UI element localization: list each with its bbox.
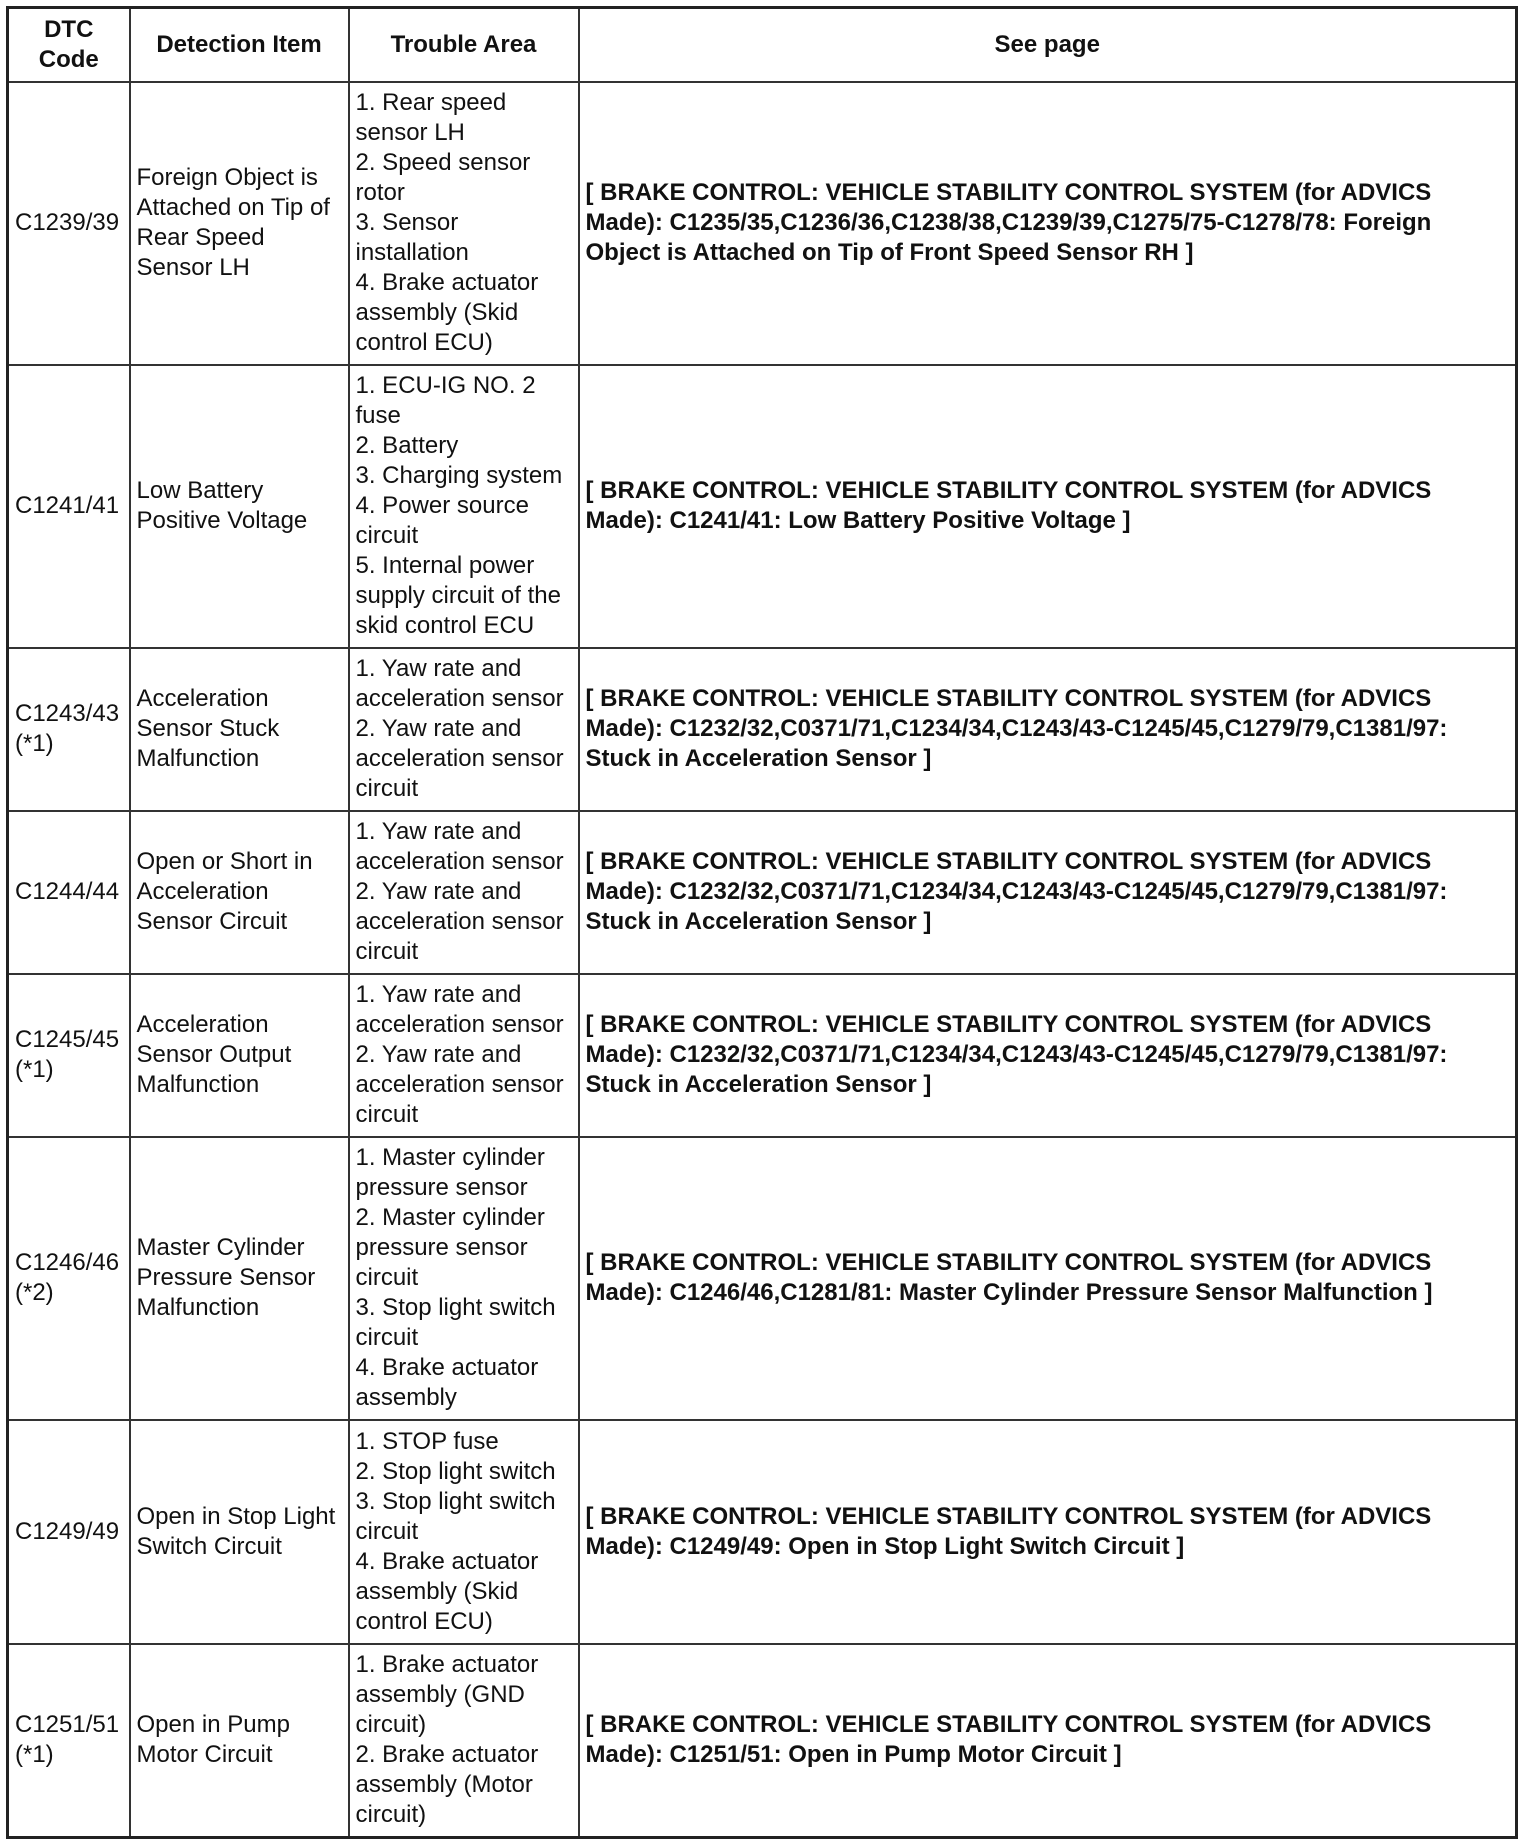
dtc-code-cell <box>8 1137 130 1420</box>
detection-item-cell: Master Cylinder Pressure Sensor Malfunction <box>130 1137 349 1420</box>
trouble-area-item: 4. Brake actuator assembly (Skid control ECU) <box>355 1547 539 1635</box>
trouble-area-item: 1. ECU-IG NO. 2 fuse <box>355 372 536 429</box>
trouble-area-item: 2. Yaw rate and acceleration sensor circuit <box>355 715 564 802</box>
table-row <box>8 811 1517 974</box>
dtc-code: C1239/39 <box>15 209 120 236</box>
dtc-code: C1245/45 <box>15 1026 120 1053</box>
trouble-area-item: 1. Brake actuator assembly (GND circuit) <box>355 1651 539 1739</box>
trouble-area-cell <box>349 82 579 365</box>
trouble-area-cell <box>349 1137 579 1420</box>
table-row <box>8 1644 1517 1838</box>
dtc-code: C1243/43 <box>15 700 120 727</box>
dtc-code-note: (*1) <box>15 730 54 757</box>
table-row <box>8 82 1517 365</box>
dtc-code-cell <box>8 82 130 365</box>
dtc-code-cell <box>8 811 130 974</box>
trouble-area-cell <box>349 974 579 1137</box>
dtc-code: C1241/41 <box>15 492 120 519</box>
trouble-area-item: 1. Master cylinder pressure sensor <box>355 1144 545 1201</box>
trouble-area-item: 4. Power source circuit <box>355 492 529 549</box>
trouble-area-item: 1. Rear speed sensor LH <box>355 89 507 146</box>
trouble-area-item: 3. Charging system <box>355 462 563 489</box>
trouble-area-item: 3. Stop light switch circuit <box>355 1294 556 1351</box>
dtc-code: C1246/46 <box>15 1249 120 1276</box>
table-row <box>8 1420 1517 1644</box>
trouble-area-item: 3. Sensor installation <box>355 209 469 266</box>
trouble-area-item: 2. Speed sensor rotor <box>355 149 531 206</box>
trouble-area-item: 2. Yaw rate and acceleration sensor circuit <box>355 1041 564 1128</box>
see-page-link[interactable]: [ BRAKE CONTROL: VEHICLE STABILITY CONTROL SYSTEM (for ADVICS Made): C1232/32,C0371/71,C1234/34,C1243/43-C1245/45,C1279/79,C1381/97: Stuck in Acceleration Sensor ] <box>579 974 1517 1137</box>
trouble-area-cell <box>349 365 579 648</box>
header-see-page: See page <box>579 8 1517 82</box>
dtc-code-note: (*2) <box>15 1279 54 1306</box>
detection-item-cell: Low Battery Positive Voltage <box>130 365 349 648</box>
header-dtc-code-line2: Code <box>38 45 99 73</box>
dtc-table <box>6 6 1518 1839</box>
header-row <box>8 8 1517 82</box>
dtc-code-cell <box>8 365 130 648</box>
dtc-code-cell <box>8 1644 130 1838</box>
trouble-area-item: 3. Stop light switch circuit <box>355 1487 556 1545</box>
trouble-area-item: 4. Brake actuator assembly <box>355 1354 539 1411</box>
detection-item-cell: Open in Stop Light Switch Circuit <box>130 1420 349 1644</box>
see-page-link[interactable]: [ BRAKE CONTROL: VEHICLE STABILITY CONTROL SYSTEM (for ADVICS Made): C1235/35,C1236/36,C1238/38,C1239/39,C1275/75-C1278/78: Foreign Object is Attached on Tip of Front Speed Sensor RH ] <box>579 82 1517 365</box>
dtc-code-note: (*1) <box>15 1056 54 1083</box>
trouble-area-cell <box>349 1420 579 1644</box>
trouble-area-item: 2. Master cylinder pressure sensor circuit <box>355 1204 545 1291</box>
header-detection-item: Detection Item <box>130 8 349 82</box>
detection-item-cell: Foreign Object is Attached on Tip of Rear Speed Sensor LH <box>130 82 349 365</box>
dtc-code-cell <box>8 648 130 811</box>
see-page-link[interactable]: [ BRAKE CONTROL: VEHICLE STABILITY CONTROL SYSTEM (for ADVICS Made): C1241/41: Low Battery Positive Voltage ] <box>579 365 1517 648</box>
trouble-area-item: 2. Battery <box>355 432 459 459</box>
trouble-area-item: 1. Yaw rate and acceleration sensor <box>355 818 564 875</box>
trouble-area-cell <box>349 648 579 811</box>
dtc-code: C1244/44 <box>15 878 120 905</box>
table-row <box>8 365 1517 648</box>
detection-item-cell: Acceleration Sensor Output Malfunction <box>130 974 349 1137</box>
see-page-link[interactable]: [ BRAKE CONTROL: VEHICLE STABILITY CONTROL SYSTEM (for ADVICS Made): C1232/32,C0371/71,C1234/34,C1243/43-C1245/45,C1279/79,C1381/97: Stuck in Acceleration Sensor ] <box>579 811 1517 974</box>
trouble-area-item: 2. Yaw rate and acceleration sensor circuit <box>355 878 564 965</box>
dtc-code-note: (*1) <box>15 1741 54 1769</box>
trouble-area-item: 4. Brake actuator assembly (Skid control ECU) <box>355 269 539 356</box>
detection-item-cell: Open or Short in Acceleration Sensor Circuit <box>130 811 349 974</box>
trouble-area-item: 2. Stop light switch <box>355 1457 556 1485</box>
dtc-code: C1251/51 <box>15 1711 120 1739</box>
header-trouble-area: Trouble Area <box>349 8 579 82</box>
trouble-area-cell <box>349 1644 579 1838</box>
trouble-area-item: 1. STOP fuse <box>355 1427 499 1455</box>
trouble-area-cell <box>349 811 579 974</box>
detection-item-cell: Open in Pump Motor Circuit <box>130 1644 349 1838</box>
header-dtc-code-line1: DTC <box>44 15 94 43</box>
detection-item-cell: Acceleration Sensor Stuck Malfunction <box>130 648 349 811</box>
dtc-code-cell <box>8 1420 130 1644</box>
see-page-link[interactable]: [ BRAKE CONTROL: VEHICLE STABILITY CONTROL SYSTEM (for ADVICS Made): C1246/46,C1281/81: Master Cylinder Pressure Sensor Malfunction ] <box>579 1137 1517 1420</box>
header-dtc-code <box>8 8 130 82</box>
trouble-area-item: 1. Yaw rate and acceleration sensor <box>355 655 564 712</box>
see-page-link[interactable]: [ BRAKE CONTROL: VEHICLE STABILITY CONTROL SYSTEM (for ADVICS Made): C1232/32,C0371/71,C1234/34,C1243/43-C1245/45,C1279/79,C1381/97: Stuck in Acceleration Sensor ] <box>579 648 1517 811</box>
trouble-area-item: 1. Yaw rate and acceleration sensor <box>355 981 564 1038</box>
see-page-link[interactable]: [ BRAKE CONTROL: VEHICLE STABILITY CONTROL SYSTEM (for ADVICS Made): C1249/49: Open in Stop Light Switch Circuit ] <box>579 1420 1517 1644</box>
trouble-area-item: 2. Brake actuator assembly (Motor circuit) <box>355 1741 539 1829</box>
table-row <box>8 1137 1517 1420</box>
table-row <box>8 974 1517 1137</box>
table-row <box>8 648 1517 811</box>
trouble-area-item: 5. Internal power supply circuit of the skid control ECU <box>355 552 561 639</box>
dtc-code-cell <box>8 974 130 1137</box>
dtc-code: C1249/49 <box>15 1517 120 1545</box>
see-page-link[interactable]: [ BRAKE CONTROL: VEHICLE STABILITY CONTROL SYSTEM (for ADVICS Made): C1251/51: Open in Pump Motor Circuit ] <box>579 1644 1517 1838</box>
